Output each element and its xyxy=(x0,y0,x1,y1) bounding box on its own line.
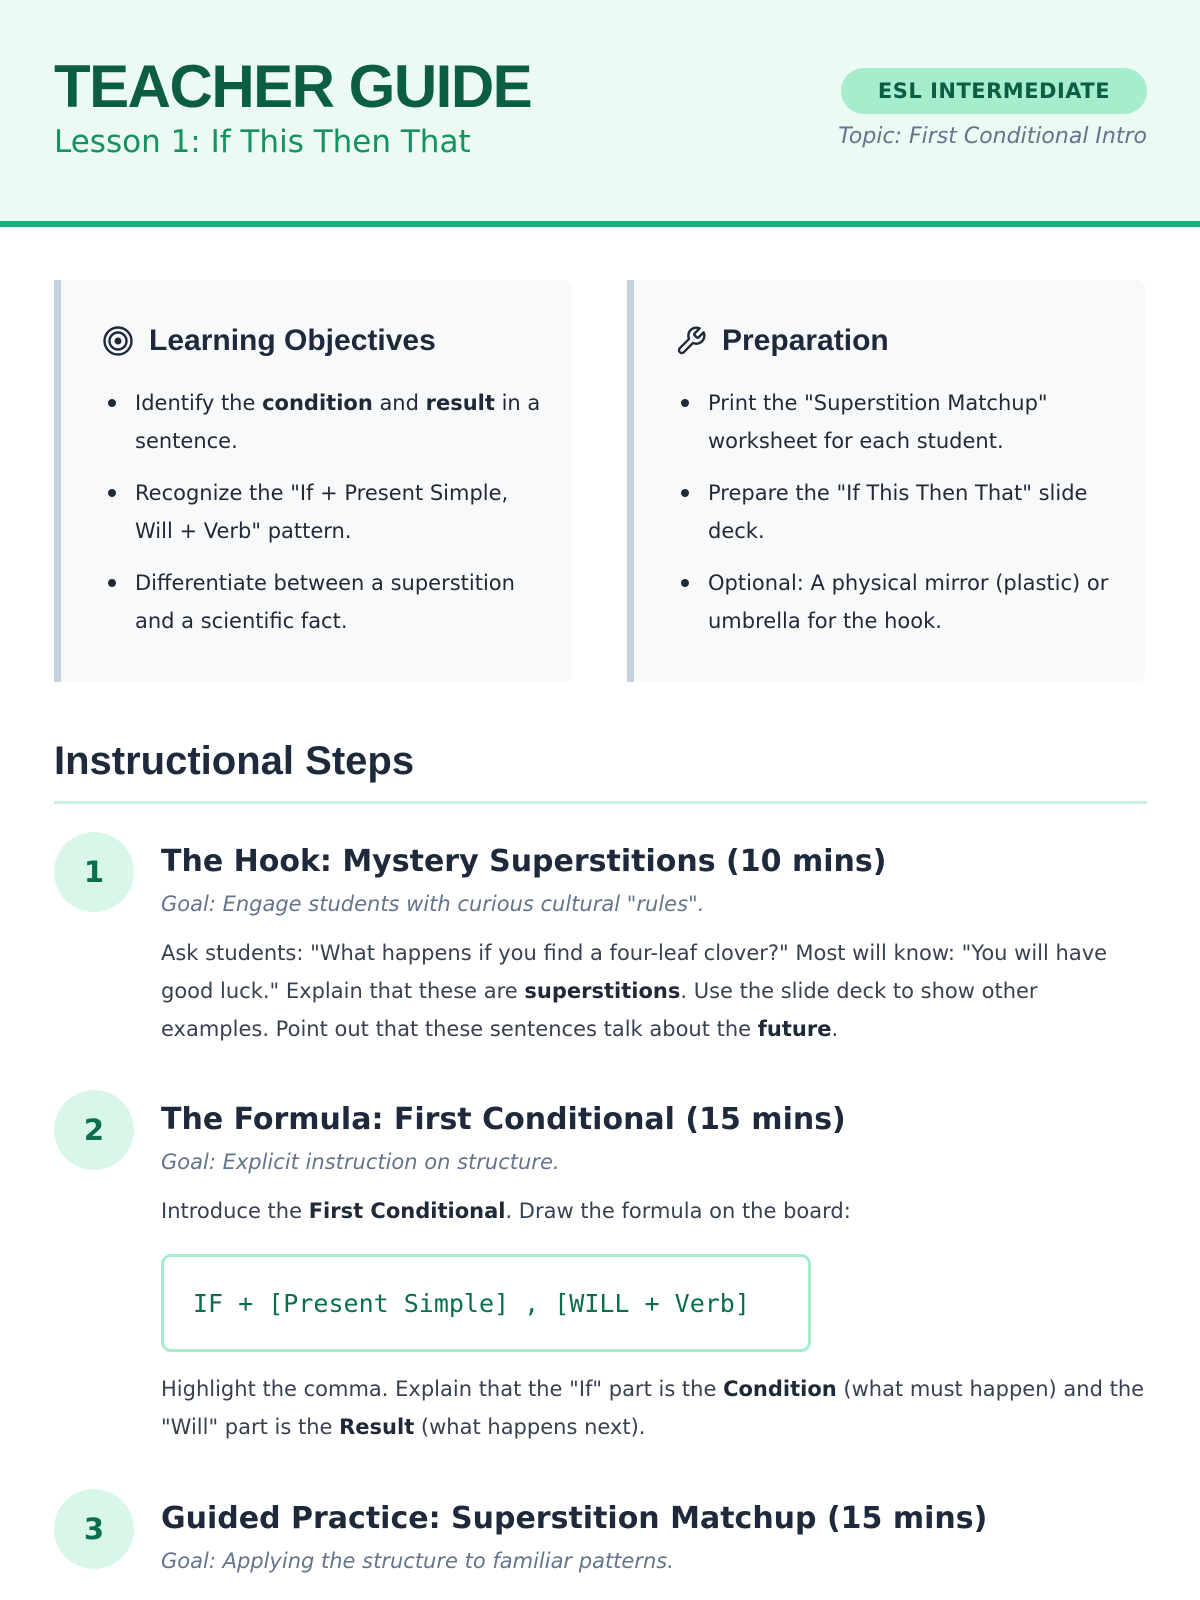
card-header xyxy=(101,324,436,358)
document-title: TEACHER GUIDE xyxy=(54,53,532,120)
card-header xyxy=(674,324,889,358)
learning-objectives-card xyxy=(54,280,572,682)
level-badge: ESL INTERMEDIATE xyxy=(841,68,1147,114)
list-item: Differentiate between a superstition and a scientific fact. xyxy=(101,564,541,640)
step-number-badge: 3 xyxy=(54,1489,134,1569)
target-icon xyxy=(101,324,135,358)
topic-label: Topic: First Conditional Intro xyxy=(838,124,1147,149)
section-divider xyxy=(54,801,1147,804)
step-goal: Goal: Engage students with curious cultural "rules". xyxy=(161,892,705,916)
step-goal: Goal: Applying the structure to familiar patterns. xyxy=(161,1549,674,1573)
list-item: Print the "Superstition Matchup" worksheet for each student. xyxy=(674,384,1114,460)
step-title: Guided Practice: Superstition Matchup (15 mins) xyxy=(161,1501,988,1536)
step-description: Ask students: "What happens if you find a four-leaf clover?" Most will know: "You will have good luck." Explain that these are superstitions. Use the slide deck to show other examples. Point out that these sentences talk about the future. xyxy=(161,941,1108,1041)
preparation-list xyxy=(674,384,1114,654)
preparation-card xyxy=(627,280,1145,682)
step-title: The Formula: First Conditional (15 mins) xyxy=(161,1102,846,1137)
wrench-icon xyxy=(674,324,708,358)
list-item: Identify the condition and result in a sentence. xyxy=(101,384,541,460)
step-goal: Goal: Explicit instruction on structure. xyxy=(161,1150,560,1174)
objectives-list xyxy=(101,384,541,654)
card-title: Learning Objectives xyxy=(149,324,436,357)
step-number-badge: 1 xyxy=(54,832,134,912)
list-item: Recognize the "If + Present Simple, Will + Verb" pattern. xyxy=(101,474,541,550)
section-title: Instructional Steps xyxy=(54,739,415,783)
header xyxy=(0,0,1200,227)
list-item: Optional: A physical mirror (plastic) or umbrella for the hook. xyxy=(674,564,1114,640)
step-title: The Hook: Mystery Superstitions (10 mins) xyxy=(161,844,887,879)
step-number-badge: 2 xyxy=(54,1090,134,1170)
lesson-title: Lesson 1: If This Then That xyxy=(54,124,471,160)
step-description: Introduce the First Conditional. Draw the formula on the board: xyxy=(161,1199,851,1223)
formula-box: IF + [Present Simple] , [WILL + Verb] xyxy=(161,1254,811,1352)
step-description: Highlight the comma. Explain that the "If" part is the Condition (what must happen) and the "Will" part is the Result (what happens next). xyxy=(161,1377,1145,1439)
card-title: Preparation xyxy=(722,324,889,357)
list-item: Prepare the "If This Then That" slide deck. xyxy=(674,474,1114,550)
